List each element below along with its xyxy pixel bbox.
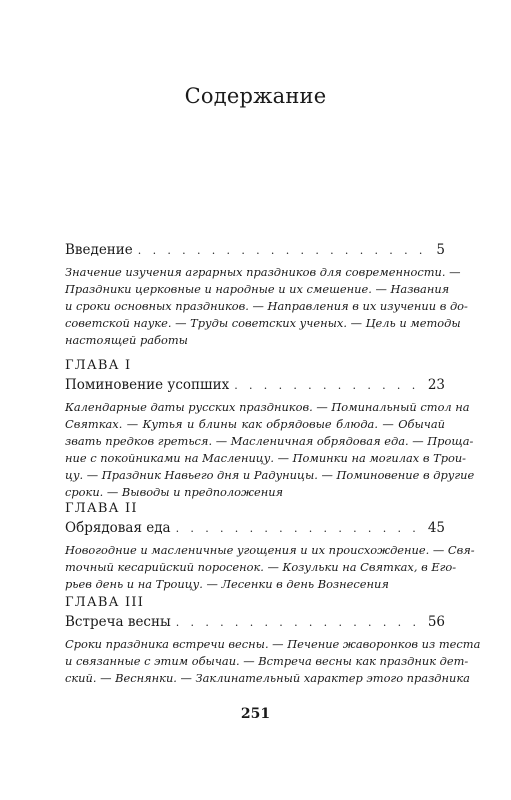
description-line: ский. — Веснянки. — Заклинательный характер этого праздника bbox=[65, 671, 470, 686]
toc-entry-intro bbox=[65, 240, 468, 349]
chapter-label: ГЛАВА I bbox=[65, 358, 132, 373]
toc-entry-chapter-3 bbox=[65, 594, 481, 687]
dot-leader bbox=[138, 241, 432, 261]
description-line: Значение изучения аграрных праздников для современности. — bbox=[65, 265, 461, 279]
description-line: звать предков греться. — Масленичная обрядовая еда. — Проща- bbox=[65, 434, 474, 449]
description-line: ние с покойниками на Масленицу. — Поминки на могилах в Трои- bbox=[65, 451, 467, 466]
toc-page-number: 23 bbox=[427, 377, 445, 393]
toc-entry-title: Введение bbox=[65, 242, 133, 258]
toc-entry-chapter-1 bbox=[65, 357, 475, 502]
description-line: Календарные даты русских праздников. — Поминальный стол на bbox=[65, 400, 470, 414]
toc-entry-title: Поминовение усопших bbox=[65, 377, 230, 393]
toc-row-chapter-1[interactable] bbox=[65, 375, 445, 395]
dot-leader bbox=[176, 519, 423, 539]
description-line: Новогодние и масленичные угощения и их происхождение. — Свя- bbox=[65, 543, 475, 557]
chapter-label: ГЛАВА II bbox=[65, 501, 138, 516]
toc-page-number: 45 bbox=[427, 520, 445, 536]
chapter-label: ГЛАВА III bbox=[65, 595, 145, 610]
toc-page-number: 56 bbox=[427, 614, 445, 630]
description-line: цу. — Праздник Навьего дня и Радуницы. — Поминовение в другие bbox=[65, 468, 475, 483]
toc-entry-description bbox=[65, 542, 475, 593]
toc-entry-description bbox=[65, 264, 468, 349]
description-line: Святках. — Кутья и блины как обрядовые блюда. — Обычай bbox=[65, 417, 445, 432]
page-title: Содержание bbox=[184, 84, 327, 108]
description-line: рьев день и на Троицу. — Лесенки в день Вознесения bbox=[65, 577, 389, 592]
dot-leader bbox=[176, 613, 423, 633]
description-line: Праздники церковные и народные и их смешение. — Названия bbox=[65, 282, 450, 297]
description-line: точный кесарийский поросенок. — Козульки на Святках, в Его- bbox=[65, 560, 457, 575]
description-line: Сроки праздника встречи весны. — Печение жаворонков из теста bbox=[65, 637, 481, 651]
description-line: и сроки основных праздников. — Направления в их изучении в до- bbox=[65, 299, 468, 314]
toc-page-number: 5 bbox=[436, 242, 445, 258]
description-line: советской науке. — Труды советских ученых. — Цель и методы bbox=[65, 316, 461, 331]
description-line: и связанные с этим обычаи. — Встреча весны как праздник дет- bbox=[65, 654, 469, 669]
toc-entry-title: Встреча весны bbox=[65, 614, 171, 630]
toc-row-chapter-2[interactable] bbox=[65, 518, 445, 538]
description-line: настоящей работы bbox=[65, 333, 188, 348]
toc-entry-title: Обрядовая еда bbox=[65, 520, 171, 536]
toc-entry-description bbox=[65, 399, 475, 502]
toc-entry-chapter-2 bbox=[65, 500, 475, 593]
toc-row-intro[interactable] bbox=[65, 240, 445, 260]
page-number: 251 bbox=[240, 706, 271, 722]
toc-entry-description bbox=[65, 636, 481, 687]
toc-row-chapter-3[interactable] bbox=[65, 612, 445, 632]
dot-leader bbox=[234, 376, 423, 396]
description-line: сроки. — Выводы и предположения bbox=[65, 485, 284, 500]
